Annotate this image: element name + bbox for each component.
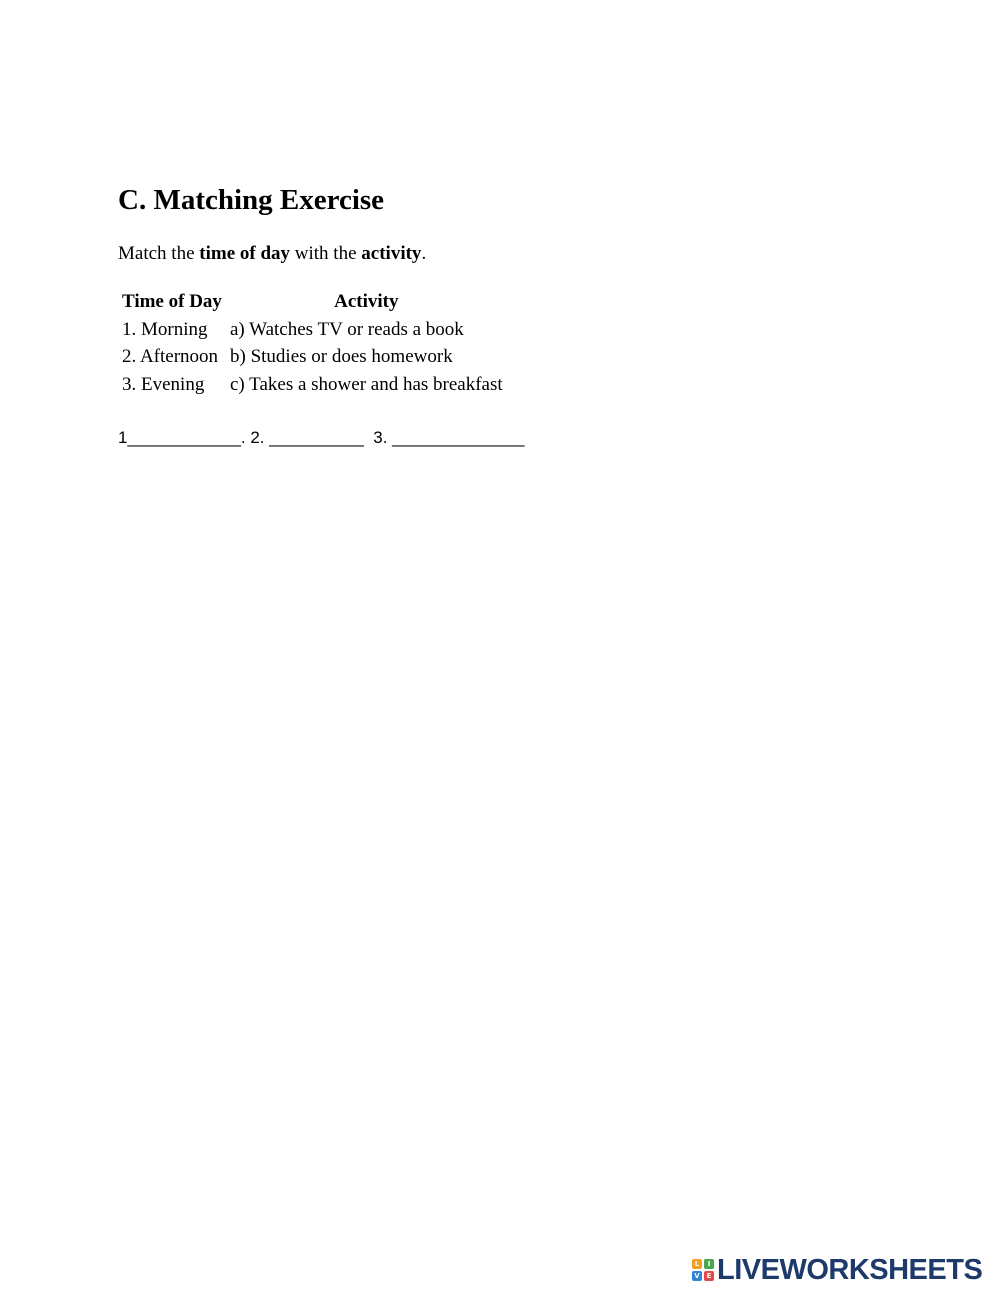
time-cell: 3. Evening bbox=[122, 373, 205, 395]
section-title: C. Matching Exercise bbox=[118, 184, 385, 216]
table-row bbox=[118, 317, 507, 345]
table-row bbox=[118, 372, 507, 400]
time-cell: 1. Morning bbox=[122, 318, 208, 340]
header-time-of-day: Time of Day bbox=[122, 291, 222, 313]
activity-cell: c) Takes a shower and has breakfast bbox=[230, 373, 503, 395]
instruction-bold-time-of-day: time of day bbox=[199, 243, 291, 264]
activity-cell: a) Watches TV or reads a book bbox=[230, 318, 464, 340]
logo-square-i: I bbox=[704, 1259, 714, 1269]
instruction-text bbox=[118, 243, 426, 266]
instruction-part-3: . bbox=[421, 243, 427, 264]
liveworksheets-brand bbox=[692, 1253, 983, 1286]
instruction-part-2: with the bbox=[290, 243, 362, 264]
table-row bbox=[118, 344, 507, 372]
instruction-bold-activity: activity bbox=[361, 243, 422, 264]
liveworksheets-logo-icon bbox=[692, 1259, 714, 1281]
instruction-part-1: Match the bbox=[118, 243, 200, 264]
header-activity: Activity bbox=[334, 291, 399, 313]
table-header-row bbox=[118, 289, 507, 317]
matching-table bbox=[118, 289, 507, 399]
answer-blanks[interactable]: 1____________. 2. __________ 3. ______________ bbox=[118, 428, 525, 447]
time-cell: 2. Afternoon bbox=[122, 346, 219, 368]
activity-cell: b) Studies or does homework bbox=[230, 346, 453, 368]
brand-wordmark: LIVEWORKSHEETS bbox=[717, 1253, 983, 1286]
logo-square-l: L bbox=[692, 1259, 702, 1269]
logo-square-e: E bbox=[704, 1271, 714, 1281]
logo-square-v: V bbox=[692, 1271, 702, 1281]
